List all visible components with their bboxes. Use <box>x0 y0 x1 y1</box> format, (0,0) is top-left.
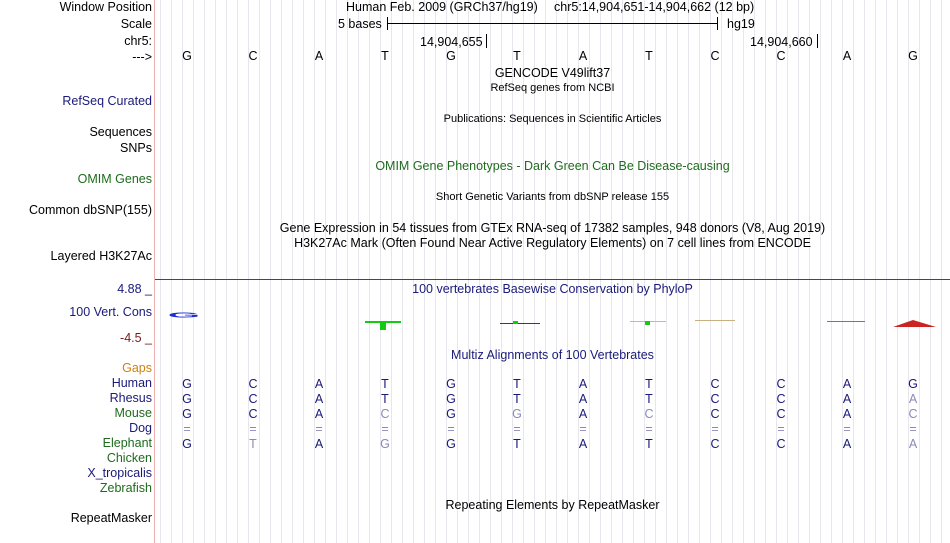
label-elephant[interactable]: Elephant <box>102 436 152 450</box>
mouse-base: A <box>314 407 324 421</box>
elephant-base: T <box>249 437 257 451</box>
rhesus-base: A <box>908 392 918 406</box>
cons-bar-blue-1 <box>500 323 540 324</box>
label-refseq-curated[interactable]: RefSeq Curated <box>62 94 152 108</box>
rhesus-base: A <box>842 392 852 406</box>
label-layered-h3k27ac[interactable]: Layered H3K27Ac <box>50 249 152 263</box>
rhesus-base: A <box>314 392 324 406</box>
elephant-base: A <box>908 437 918 451</box>
ruler-tick-2 <box>817 34 818 48</box>
human-base: T <box>513 377 521 391</box>
rhesus-base: G <box>182 392 192 406</box>
label-common-dbsnp[interactable]: Common dbSNP(155) <box>29 203 152 217</box>
reference-base: G <box>908 49 918 63</box>
reference-base: G <box>446 49 456 63</box>
dbsnp-track-desc[interactable]: Short Genetic Variants from dbSNP release 155 <box>435 191 670 203</box>
human-base: C <box>710 377 720 391</box>
dog-base: = <box>909 422 917 436</box>
human-base: C <box>248 377 258 391</box>
label-scale: Scale <box>120 17 152 31</box>
reference-base: C <box>776 49 786 63</box>
cons-track-desc[interactable]: 100 vertebrates Basewise Conservation by PhyloP <box>412 282 693 296</box>
cons-bar-green-2 <box>513 321 518 324</box>
label-omim-genes[interactable]: OMIM Genes <box>77 172 152 186</box>
label-sequences[interactable]: Sequences <box>89 125 152 139</box>
elephant-base: A <box>578 437 588 451</box>
elephant-base: G <box>380 437 390 451</box>
mouse-base: C <box>644 407 654 421</box>
reference-base: T <box>645 49 653 63</box>
cons-scale-max: 4.88 _ <box>117 282 152 296</box>
elephant-base: G <box>182 437 192 451</box>
label-snps[interactable]: SNPs <box>120 141 152 155</box>
dog-base: = <box>513 422 521 436</box>
human-base: G <box>908 377 918 391</box>
label-100-vert-cons[interactable]: 100 Vert. Cons <box>69 305 152 319</box>
human-base: A <box>314 377 324 391</box>
rhesus-base: T <box>381 392 389 406</box>
reference-base: C <box>248 49 258 63</box>
rhesus-base: T <box>513 392 521 406</box>
scale-bar-line <box>387 23 718 24</box>
cons-bar-t-peak <box>380 322 386 330</box>
h3k27ac-track-desc[interactable]: H3K27Ac Mark (Often Found Near Active Regulatory Elements) on 7 cell lines from ENCODE <box>294 236 811 250</box>
cons-bar-green-4 <box>645 321 650 325</box>
label-xtropicalis[interactable]: X_tropicalis <box>87 466 152 480</box>
refseq-track-desc[interactable]: RefSeq genes from NCBI <box>490 82 615 94</box>
human-base: A <box>578 377 588 391</box>
elephant-base: C <box>710 437 720 451</box>
scale-bar-right-tick <box>717 17 718 30</box>
label-chr: chr5: <box>124 34 152 48</box>
dog-base: = <box>777 422 785 436</box>
elephant-base: T <box>513 437 521 451</box>
window-position-text: chr5:14,904,651-14,904,662 (12 bp) <box>554 0 755 14</box>
gencode-track-title[interactable]: GENCODE V49lift37 <box>494 66 611 80</box>
logo-letter-a <box>893 320 936 327</box>
ruler-tick-label-2: 14,904,660 <box>750 35 813 49</box>
ruler-tick-1 <box>486 34 487 48</box>
dog-base: = <box>249 422 257 436</box>
rhesus-base: G <box>446 392 456 406</box>
cons-scale-min: -4.5 _ <box>120 331 152 345</box>
track-divider <box>155 279 950 280</box>
mouse-base: C <box>776 407 786 421</box>
human-base: G <box>182 377 192 391</box>
label-gaps[interactable]: Gaps <box>122 361 152 375</box>
label-chicken[interactable]: Chicken <box>106 451 152 465</box>
assembly-title: Human Feb. 2009 (GRCh37/hg19) <box>346 0 538 14</box>
mouse-base: A <box>842 407 852 421</box>
elephant-base: A <box>842 437 852 451</box>
elephant-base: C <box>776 437 786 451</box>
mouse-base: C <box>710 407 720 421</box>
label-zebrafish[interactable]: Zebrafish <box>99 481 152 495</box>
elephant-base: G <box>446 437 456 451</box>
elephant-base: A <box>314 437 324 451</box>
logo-letter-g: G <box>167 311 201 320</box>
reference-base: A <box>842 49 852 63</box>
dog-base: = <box>579 422 587 436</box>
human-base: A <box>842 377 852 391</box>
label-repeatmasker[interactable]: RepeatMasker <box>70 511 152 525</box>
scale-bar-db: hg19 <box>727 17 755 31</box>
dog-base: = <box>315 422 323 436</box>
dog-base: = <box>843 422 851 436</box>
reference-base: T <box>513 49 521 63</box>
mouse-base: C <box>908 407 918 421</box>
rhesus-base: C <box>710 392 720 406</box>
mouse-base: C <box>248 407 258 421</box>
rhesus-base: T <box>645 392 653 406</box>
publications-track-desc[interactable]: Publications: Sequences in Scientific Articles <box>443 113 662 125</box>
human-base: T <box>381 377 389 391</box>
repeatmasker-track-desc[interactable]: Repeating Elements by RepeatMasker <box>445 498 660 512</box>
mouse-base: G <box>446 407 456 421</box>
scale-bar-text: 5 bases <box>338 17 382 31</box>
rhesus-base: C <box>776 392 786 406</box>
human-base: C <box>776 377 786 391</box>
dog-base: = <box>381 422 389 436</box>
rhesus-base: A <box>578 392 588 406</box>
mouse-base: A <box>578 407 588 421</box>
reference-base: T <box>381 49 389 63</box>
multiz-track-desc[interactable]: Multiz Alignments of 100 Vertebrates <box>451 348 654 362</box>
gtex-track-desc[interactable]: Gene Expression in 54 tissues from GTEx RNA-seq of 17382 samples, 948 donors (V8, Aug 2019) <box>279 221 826 235</box>
conservation-plot <box>155 300 950 340</box>
reference-base: A <box>578 49 588 63</box>
rhesus-base: C <box>248 392 258 406</box>
human-base: T <box>645 377 653 391</box>
dog-base: = <box>183 422 191 436</box>
cons-bar-red-1 <box>827 321 865 322</box>
ruler-tick-label-1: 14,904,655 <box>420 35 483 49</box>
cons-bar-tan <box>695 320 735 321</box>
label-dog[interactable]: Dog <box>129 421 152 435</box>
label-window-position: Window Position <box>59 0 152 14</box>
mouse-base: G <box>512 407 522 421</box>
reference-base: A <box>314 49 324 63</box>
label-mouse[interactable]: Mouse <box>114 406 152 420</box>
reference-base: C <box>710 49 720 63</box>
label-rhesus[interactable]: Rhesus <box>109 391 152 405</box>
dog-base: = <box>447 422 455 436</box>
human-base: G <box>446 377 456 391</box>
elephant-base: T <box>645 437 653 451</box>
mouse-base: G <box>182 407 192 421</box>
reference-base: G <box>182 49 192 63</box>
label-human[interactable]: Human <box>111 376 152 390</box>
dog-base: = <box>645 422 653 436</box>
omim-track-desc[interactable]: OMIM Gene Phenotypes - Dark Green Can Be Disease-causing <box>375 159 730 173</box>
strand-toggle[interactable]: ---> <box>132 50 152 64</box>
dog-base: = <box>711 422 719 436</box>
mouse-base: C <box>380 407 390 421</box>
